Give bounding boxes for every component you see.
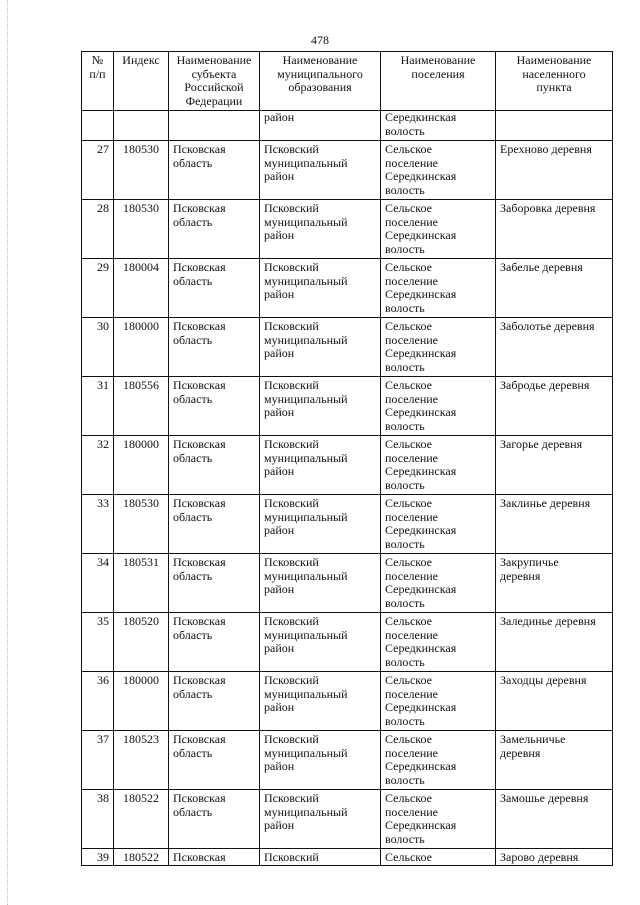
cell-num: 29	[82, 259, 114, 318]
header-num: № п/п	[82, 52, 114, 111]
cell-municipality: Псковский	[260, 849, 381, 866]
cell-settlement: Сельское поселение Середкинская волость	[381, 731, 496, 790]
cell-subject: Псковская область	[169, 613, 260, 672]
cell-municipality: Псковский муниципальный район	[260, 200, 381, 259]
cell-num: 36	[82, 672, 114, 731]
cell-municipality: Псковский муниципальный район	[260, 259, 381, 318]
cell-settlement: Сельское поселение Середкинская волость	[381, 259, 496, 318]
cell-index: 180520	[114, 613, 169, 672]
cell-num	[82, 111, 114, 141]
table-row-partial	[82, 849, 613, 866]
cell-subject: Псковская область	[169, 495, 260, 554]
cell-subject	[169, 111, 260, 141]
cell-locality: Зарово деревня	[496, 849, 613, 866]
cell-num: 27	[82, 141, 114, 200]
cell-num: 37	[82, 731, 114, 790]
cell-locality: Заклинье деревня	[496, 495, 613, 554]
table-row	[82, 141, 613, 200]
cell-num: 28	[82, 200, 114, 259]
cell-locality: Забелье деревня	[496, 259, 613, 318]
cell-index: 180530	[114, 495, 169, 554]
cell-locality: Заборовка деревня	[496, 200, 613, 259]
cell-index: 180531	[114, 554, 169, 613]
cell-subject: Псковская область	[169, 259, 260, 318]
cell-municipality: Псковский муниципальный район	[260, 613, 381, 672]
table-row	[82, 436, 613, 495]
cell-subject: Псковская область	[169, 731, 260, 790]
cell-municipality: Псковский муниципальный район	[260, 672, 381, 731]
cell-locality	[496, 111, 613, 141]
table-row	[82, 554, 613, 613]
cell-locality: Замошье деревня	[496, 790, 613, 849]
cell-settlement: Сельское	[381, 849, 496, 866]
cell-settlement: Сельское поселение Середкинская волость	[381, 200, 496, 259]
cell-settlement: Сельское поселение Середкинская волость	[381, 495, 496, 554]
continuation-row	[82, 111, 613, 141]
cell-settlement: Сельское поселение Середкинская волость	[381, 377, 496, 436]
page-edge-rule	[7, 0, 8, 905]
page-number: 478	[311, 33, 329, 47]
cell-settlement: Сельское поселение Середкинская волость	[381, 141, 496, 200]
cell-index: 180000	[114, 318, 169, 377]
cell-municipality: Псковский муниципальный район	[260, 141, 381, 200]
cell-subject: Псковская область	[169, 141, 260, 200]
cell-settlement: Сельское поселение Середкинская волость	[381, 672, 496, 731]
cell-settlement: Сельское поселение Середкинская волость	[381, 436, 496, 495]
table-row	[82, 613, 613, 672]
cell-index: 180000	[114, 436, 169, 495]
table-row	[82, 731, 613, 790]
cell-index: 180523	[114, 731, 169, 790]
cell-municipality: Псковский муниципальный район	[260, 436, 381, 495]
localities-table	[81, 51, 613, 866]
cell-settlement: Сельское поселение Середкинская волость	[381, 613, 496, 672]
cell-municipality: район	[260, 111, 381, 141]
table-row	[82, 200, 613, 259]
cell-settlement: Сельское поселение Середкинская волость	[381, 554, 496, 613]
cell-locality: Заходцы деревня	[496, 672, 613, 731]
cell-settlement: Сельское поселение Середкинская волость	[381, 318, 496, 377]
table-row	[82, 259, 613, 318]
cell-locality: Загорье деревня	[496, 436, 613, 495]
cell-num: 38	[82, 790, 114, 849]
cell-subject: Псковская область	[169, 436, 260, 495]
cell-index: 180000	[114, 672, 169, 731]
cell-locality: Залединье деревня	[496, 613, 613, 672]
cell-num: 35	[82, 613, 114, 672]
cell-locality: Закрупичье деревня	[496, 554, 613, 613]
cell-index	[114, 111, 169, 141]
table-row	[82, 672, 613, 731]
cell-index: 180004	[114, 259, 169, 318]
header-locality: Наименование населенного пункта	[496, 52, 613, 111]
header-municipality: Наименование муниципального образования	[260, 52, 381, 111]
cell-settlement: Сельское поселение Середкинская волость	[381, 790, 496, 849]
cell-index: 180530	[114, 141, 169, 200]
cell-subject: Псковская область	[169, 377, 260, 436]
cell-num: 39	[82, 849, 114, 866]
cell-subject: Псковская область	[169, 318, 260, 377]
cell-num: 31	[82, 377, 114, 436]
cell-num: 30	[82, 318, 114, 377]
cell-locality: Забродье деревня	[496, 377, 613, 436]
cell-subject: Псковская область	[169, 554, 260, 613]
cell-municipality: Псковский муниципальный район	[260, 790, 381, 849]
header-settlement: Наименование поселения	[381, 52, 496, 111]
cell-index: 180522	[114, 790, 169, 849]
cell-municipality: Псковский муниципальный район	[260, 318, 381, 377]
table-header-row	[82, 52, 613, 111]
cell-subject: Псковская область	[169, 790, 260, 849]
header-index: Индекс	[114, 52, 169, 111]
table-row	[82, 790, 613, 849]
cell-index: 180530	[114, 200, 169, 259]
cell-locality: Замельничье деревня	[496, 731, 613, 790]
cell-num: 32	[82, 436, 114, 495]
cell-subject: Псковская	[169, 849, 260, 866]
cell-num: 34	[82, 554, 114, 613]
cell-municipality: Псковский муниципальный район	[260, 495, 381, 554]
cell-index: 180522	[114, 849, 169, 866]
cell-index: 180556	[114, 377, 169, 436]
header-subject: Наименование субъекта Российской Федерации	[169, 52, 260, 111]
cell-num: 33	[82, 495, 114, 554]
cell-locality: Ерехново деревня	[496, 141, 613, 200]
table-row	[82, 377, 613, 436]
cell-locality: Заболотье деревня	[496, 318, 613, 377]
cell-municipality: Псковский муниципальный район	[260, 554, 381, 613]
table-row	[82, 495, 613, 554]
cell-municipality: Псковский муниципальный район	[260, 377, 381, 436]
cell-subject: Псковская область	[169, 200, 260, 259]
cell-municipality: Псковский муниципальный район	[260, 731, 381, 790]
cell-settlement: Середкинская волость	[381, 111, 496, 141]
cell-subject: Псковская область	[169, 672, 260, 731]
table-row	[82, 318, 613, 377]
